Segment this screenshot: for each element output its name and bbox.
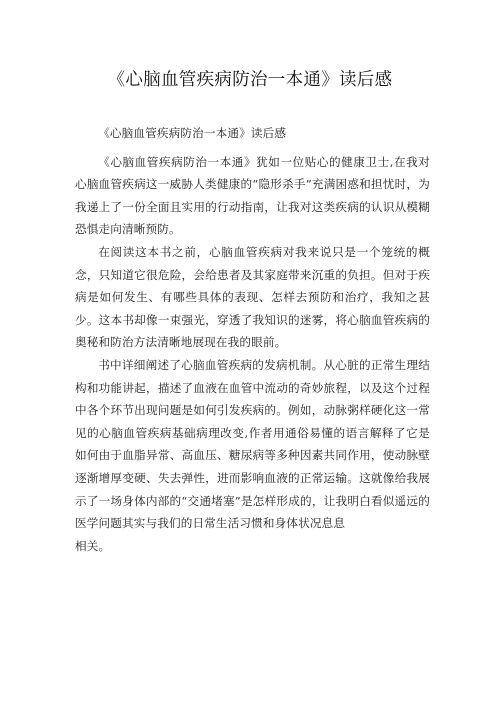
document-title: 《心脑血管疾病防治一本通》读后感	[107, 70, 393, 90]
paragraph-continuation: 相关。	[75, 538, 111, 553]
document-body	[75, 122, 430, 557]
paragraph-1: 《心脑血管疾病防治一本通》犹如一位贴心的健康卫士,在我对心脑血管疾病这一威胁人类健康的“隐形杀手”充满困惑和担忧时，为我递上了一份全面且实用的行动指南，让我对这类疾病的认识从模糊恐惧走向清晰预防。	[75, 154, 430, 237]
paragraph-2: 在阅读这本书之前，心脑血管疾病对我来说只是一个笼统的概念，只知道它很危险，会给患者及其家庭带来沉重的负担。但对于疾病是如何发生、有哪些具体的表现、怎样去预防和治疗，我知之甚少。这本书却像一束强光，穿透了我知识的迷雾，将心脑血管疾病的奥秘和防治方法清晰地展现在我的眼前。	[75, 244, 430, 350]
document-subtitle: 《心脑血管疾病防治一本通》读后感	[98, 126, 287, 140]
paragraph-3: 书中详细阐述了心脑血管疾病的发病机制。从心脏的正常生理结构和功能讲起，描述了血液在血管中流动的奇妙旅程，以及这个过程中各个环节出现问题是如何引发疾病的。例如，动脉粥样硬化这一常见的心脑血管疾病基础病理改变,作者用通俗易懂的语言解释了它是如何由于血脂异常、高血压、糖尿病等多种因素共同作用，使动脉壁逐渐增厚变硬、失去弹性，进而影响血液的正常运输。这就像给我展示了一场身体内部的“交通堵塞”是怎样形成的，让我明白看似遥远的医学问题其实与我们的日常生活习惯和身体状况息息	[75, 357, 430, 531]
